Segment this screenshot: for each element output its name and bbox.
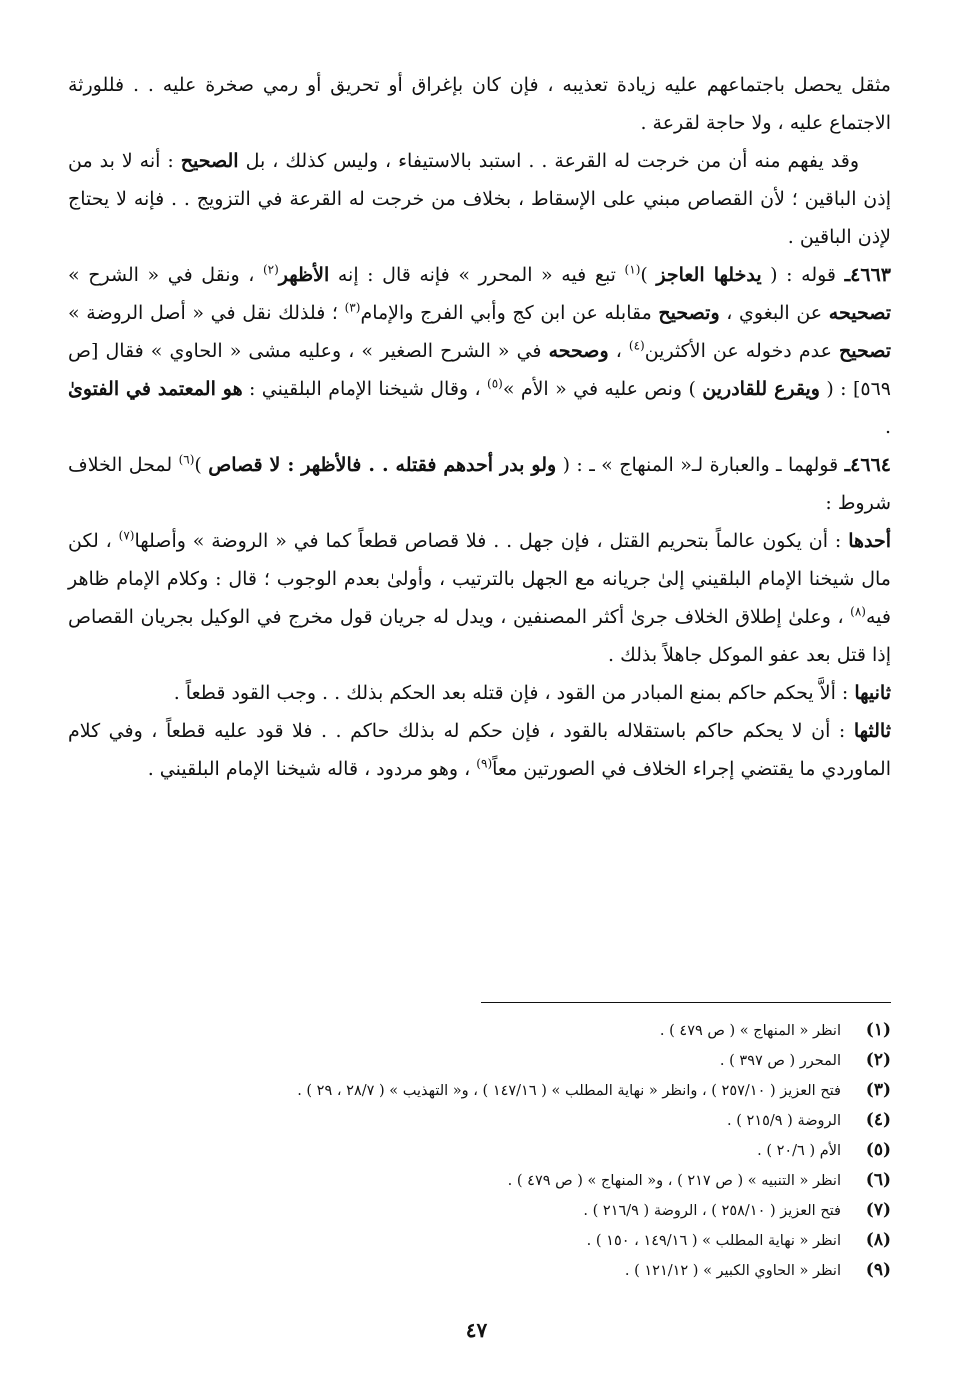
- footnote-text: انظر « الحاوي الكبير » ( ١٢١/١٢ ) .: [624, 1263, 841, 1279]
- footnote-ref: (٥): [487, 376, 503, 391]
- paragraph: [68, 674, 891, 712]
- bold-text: ٤٦٦٣ـ: [844, 264, 891, 286]
- text-run: تبع فيه « المحرر » فإنه قال : إنه: [329, 264, 625, 286]
- text-run: عدم دخوله عن الأكثرين: [644, 340, 839, 362]
- text-run: : أن يكون عالماً بتحريم القتل ، فإن جهل . . فلا قصاص قطعاً كما في « الروضة » وأصلها: [134, 530, 849, 552]
- paragraph: [68, 522, 891, 674]
- text-run: ، وعلىٰ إطلاق الخلاف جرىٰ أكثر المصنفين ، ويدل له جريان قول مخرج في الوكيل بجريان القصاص إذا قتل بعد عفو الموكل جاهلاً بذلك .: [68, 606, 891, 666]
- text-run: قولهما ـ والعبارة لـ« المنهاج » ـ : (: [556, 454, 845, 476]
- text-run: لمحل الخلاف شروط :: [68, 454, 891, 514]
- bold-text: أحدها: [848, 530, 891, 552]
- text-run: : أن لا يحكم حاكم باستقلاله بالقود ، فإن حكم له بذلك حاكم . . فلا قود عليه قطعاً ، وفي كلام الماوردي ما يقتضي إجراء الخلاف في الصورتين معاً: [68, 720, 891, 780]
- footnote-item: [68, 1226, 891, 1256]
- footnotes-list: [68, 1016, 891, 1286]
- footnote-number: (٧): [865, 1200, 891, 1220]
- paragraph: [68, 142, 891, 256]
- bold-text: تصحيحه: [828, 302, 891, 324]
- footnote-text: فتح العزيز ( ٢٥٧/١٠ ) ، وانظر « نهاية المطلب » ( ١٤٧/١٦ ) ، و« التهذيب » ( ٢٨/٧ ، ٢٩ ) .: [297, 1083, 841, 1099]
- text-run: ؛ فلذلك نقل في « أصل الروضة »: [68, 302, 345, 324]
- text-run: ، ونقل في « الشرح »: [68, 264, 263, 286]
- footnote-separator: [481, 1002, 891, 1003]
- bold-text: ولو بدر أحدهم فقتله . . فالأظهر : لا قصاص: [208, 454, 557, 476]
- page-number: ٤٧: [465, 1318, 488, 1342]
- footnote-number: (٨): [865, 1230, 891, 1250]
- bold-text: يدخلها العاجز: [656, 264, 762, 286]
- footnote-item: [68, 1016, 891, 1046]
- footnote-number: (٣): [865, 1080, 891, 1100]
- footnote-ref: (٢): [262, 262, 279, 277]
- paragraph: [68, 66, 891, 142]
- footnote-text: انظر « المنهاج » ( ص ٤٧٩ ) .: [659, 1023, 841, 1039]
- text-run: ، وقال شيخنا الإمام البلقيني :: [242, 378, 487, 400]
- bold-text: الأظهر: [278, 264, 330, 286]
- bold-text: ويقرع للقادرين: [702, 378, 820, 400]
- body-text: [68, 66, 891, 788]
- footnote-item: [68, 1166, 891, 1196]
- bold-text: هو المعتمد في الفتوىٰ: [68, 378, 243, 400]
- bold-text: وصححه: [548, 340, 609, 362]
- footnote-number: (٤): [865, 1110, 891, 1130]
- footnote-ref: (٤): [628, 338, 645, 353]
- text-run: وقد يفهم منه أن من خرجت له القرعة . . استبد بالاستيفاء ، وليس كذلك ، بل: [238, 150, 859, 172]
- footnote-item: [68, 1256, 891, 1286]
- footnote-ref: (٨): [850, 604, 866, 619]
- text-run: ): [194, 454, 209, 476]
- footnote-number: (٦): [865, 1170, 891, 1190]
- text-run: عن البغوي ،: [719, 302, 829, 324]
- footnote-item: [68, 1106, 891, 1136]
- bold-text: ثانيها: [854, 682, 891, 704]
- footnote-number: (٩): [865, 1260, 891, 1280]
- footnote-ref: (١): [624, 262, 641, 277]
- text-run: ،: [608, 340, 629, 362]
- footnote-item: [68, 1136, 891, 1166]
- paragraph: [68, 256, 891, 446]
- bold-text: ثالثها: [853, 720, 891, 742]
- footnote-ref: (٣): [344, 300, 361, 315]
- text-run: ) ونص عليه في « الأم »: [502, 378, 703, 400]
- text-run: ، لكن مال شيخنا الإمام البلقيني إلىٰ جريانه مع الجهل بالترتيب ، وأولىٰ بعدم الوجوب ؛ قال : وكلام الإمام ظاهر فيه: [68, 530, 891, 628]
- paragraph: [68, 446, 891, 522]
- text-run: : أنه لا بد من إذن الباقين ؛ لأن القصاص مبني على الإسقاط ، بخلاف من خرجت له القرعة في التزويج . . فإنه لا يحتاج لإذن الباقين .: [68, 150, 891, 248]
- footnote-ref: (٩): [476, 756, 493, 771]
- footnote-ref: (٧): [118, 528, 135, 543]
- text-run: قوله : (: [761, 264, 845, 286]
- text-run: مثقل يحصل باجتماعهم عليه زيادة تعذيبه ، فإن كان بإغراق أو تحريق أو رمي صخرة عليه . . فللورثة الاجتماع عليه ، ولا حاجة لقرعة .: [68, 74, 891, 134]
- footnote-text: انظر « نهاية المطلب » ( ١٤٩/١٦ ، ١٥٠ ) .: [586, 1233, 841, 1249]
- text-run: ): [640, 264, 657, 286]
- footnote-text: فتح العزيز ( ٢٥٨/١٠ ) ، الروضة ( ٢١٦/٩ ) .: [583, 1203, 841, 1219]
- text-run: .: [884, 416, 891, 438]
- paragraph: [68, 712, 891, 788]
- footnote-number: (٢): [865, 1050, 891, 1070]
- footnote-item: [68, 1076, 891, 1106]
- bold-text: الصحيح: [180, 150, 239, 172]
- text-run: مقابله عن ابن كج وأبي الفرج والإمام: [360, 302, 659, 324]
- footnote-text: انظر « التنبيه » ( ص ٢١٧ ) ، و« المنهاج » ( ص ٤٧٩ ) .: [507, 1173, 841, 1189]
- bold-text: ٤٦٦٤ـ: [844, 454, 891, 476]
- footnote-text: الأم ( ٢٠/٦ ) .: [757, 1143, 841, 1159]
- bold-text: وتصحيح: [658, 302, 720, 324]
- footnote-number: (٥): [865, 1140, 891, 1160]
- footnote-item: [68, 1196, 891, 1226]
- footnote-item: [68, 1046, 891, 1076]
- text-run: في « الشرح الصغير » ، وعليه مشى « الحاوي » فقال [ص ٥٦٩] : (: [68, 340, 891, 400]
- footnote-text: المحرر ( ص ٣٩٧ ) .: [719, 1053, 841, 1069]
- text-run: : ألاَّ يحكم حاكم بمنع المبادر من القود ، فإن قتله بعد الحكم بذلك . . وجب القود قطعاً .: [173, 682, 855, 704]
- footnote-text: الروضة ( ٢١٥/٩ ) .: [727, 1113, 841, 1129]
- text-run: ، وهو مردود ، قاله شيخنا الإمام البلقيني .: [147, 758, 477, 780]
- footnote-ref: (٦): [178, 452, 195, 467]
- footnote-number: (١): [865, 1020, 891, 1040]
- bold-text: تصحيح: [838, 340, 891, 362]
